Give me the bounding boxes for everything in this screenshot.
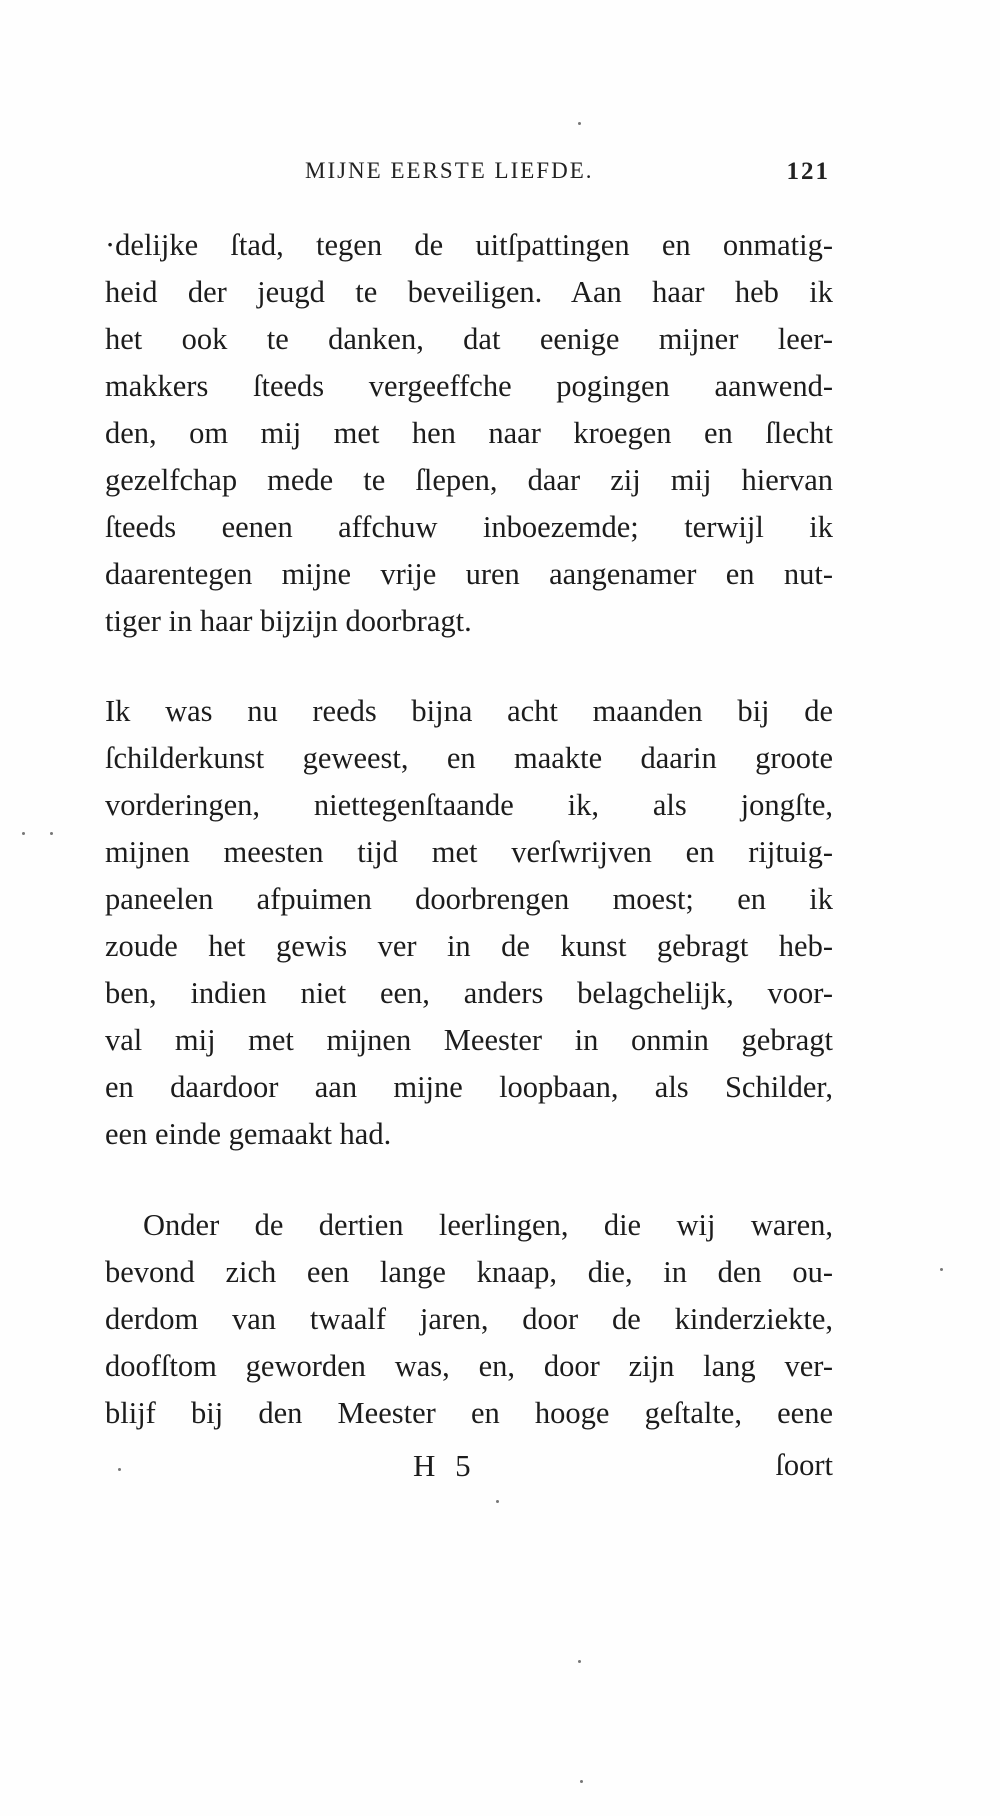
- text-line: gezelfchap mede te ſlepen, daar zij mij hiervan: [105, 463, 833, 497]
- text-line: het ook te danken, dat eenige mijner leer-: [105, 322, 833, 356]
- scan-speck: [50, 832, 53, 835]
- page-number: 121: [786, 158, 830, 185]
- text-line: ben, indien niet een, anders belagchelijk, voor-: [105, 976, 833, 1010]
- paragraph-1: [105, 222, 833, 645]
- text-line: bevond zich een lange knaap, die, in den ou-: [105, 1255, 833, 1289]
- running-head: [105, 158, 830, 198]
- catchword: ſoort: [775, 1448, 833, 1482]
- text-line: een einde gemaakt had.: [105, 1117, 392, 1151]
- text-line: en daardoor aan mijne loopbaan, als Schilder,: [105, 1070, 833, 1104]
- text-line: heid der jeugd te beveiligen. Aan haar heb ik: [105, 275, 833, 309]
- text-line: ſteeds eenen affchuw inboezemde; terwijl ik: [105, 510, 833, 544]
- text-line: mijnen meesten tijd met verſwrijven en rijtuig-: [105, 835, 833, 869]
- scan-speck: [118, 1468, 121, 1471]
- text-line: blijf bij den Meester en hooge geſtalte, eene: [105, 1396, 833, 1430]
- text-line: derdom van twaalf jaren, door de kinderziekte,: [105, 1302, 833, 1336]
- signature-mark: H 5: [413, 1448, 477, 1483]
- scan-speck: [578, 122, 581, 125]
- text-line: Onder de dertien leerlingen, die wij waren,: [143, 1208, 833, 1242]
- text-line: vorderingen, niettegenſtaande ik, als jongſte,: [105, 788, 833, 822]
- scan-speck: [496, 1500, 499, 1503]
- text-line: paneelen afpuimen doorbrengen moest; en ik: [105, 882, 833, 916]
- text-line: ·delijke ſtad, tegen de uitſpattingen en onmatig-: [105, 228, 833, 262]
- text-line: Ik was nu reeds bijna acht maanden bij de: [105, 694, 833, 728]
- scan-speck: [580, 1780, 583, 1783]
- text-line: ſchilderkunst geweest, en maakte daarin groote: [105, 741, 833, 775]
- scan-speck: [940, 1268, 943, 1271]
- running-title: MIJNE EERSTE LIEFDE.: [305, 158, 594, 183]
- text-line: den, om mij met hen naar kroegen en ſlecht: [105, 416, 833, 450]
- page-footer: [105, 1448, 833, 1496]
- text-line: daarentegen mijne vrije uren aangenamer en nut-: [105, 557, 833, 591]
- text-line: zoude het gewis ver in de kunst gebragt heb-: [105, 929, 833, 963]
- paragraph-2: [105, 688, 833, 1158]
- paragraph-3: [105, 1202, 833, 1437]
- text-line: doofſtom geworden was, en, door zijn lang ver-: [105, 1349, 833, 1383]
- text-line: makkers ſteeds vergeeffche pogingen aanwend-: [105, 369, 833, 403]
- scan-speck: [22, 832, 25, 835]
- text-line: tiger in haar bijzijn doorbragt.: [105, 604, 472, 638]
- text-line: val mij met mijnen Meester in onmin gebragt: [105, 1023, 833, 1057]
- scan-speck: [578, 1660, 581, 1663]
